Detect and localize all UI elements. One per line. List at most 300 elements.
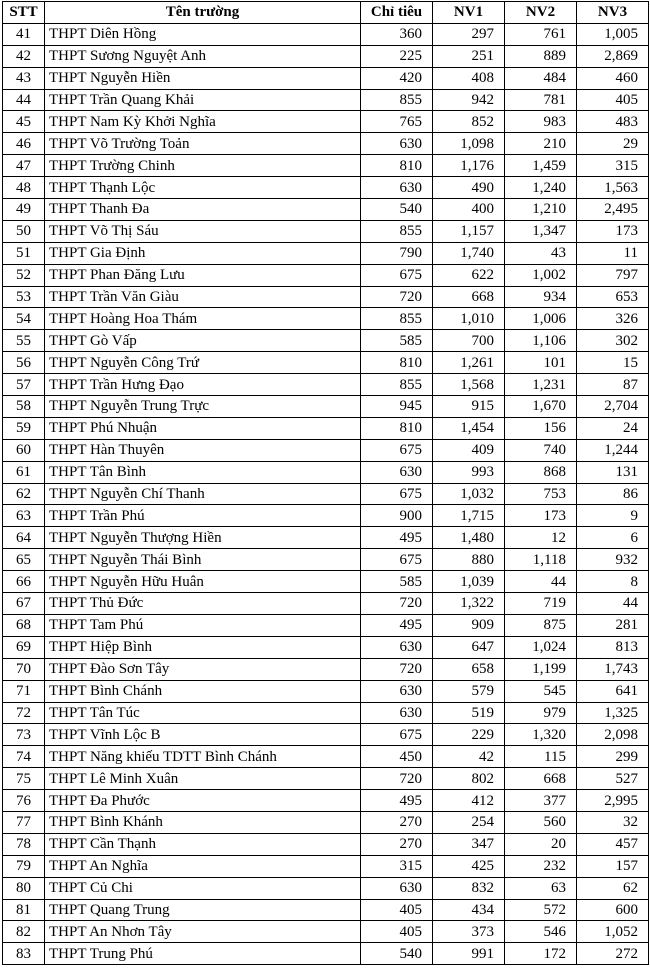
- cell-quota: 630: [361, 177, 433, 199]
- table-row: [3, 330, 649, 352]
- cell-nv2: 546: [505, 921, 577, 943]
- cell-stt: 65: [3, 549, 45, 571]
- cell-nv3: 527: [577, 768, 649, 790]
- cell-nv3: 641: [577, 680, 649, 702]
- cell-school-name: THPT Nguyễn Trung Trực: [45, 396, 361, 418]
- header-nv2: NV2: [505, 2, 577, 24]
- cell-nv1: 1,322: [433, 593, 505, 615]
- cell-nv2: 172: [505, 943, 577, 965]
- cell-school-name: THPT Nguyễn Công Trứ: [45, 352, 361, 374]
- cell-nv3: 15: [577, 352, 649, 374]
- cell-nv2: 868: [505, 461, 577, 483]
- cell-nv2: 1,459: [505, 155, 577, 177]
- table-row: [3, 921, 649, 943]
- table-row: [3, 549, 649, 571]
- cell-nv1: 408: [433, 67, 505, 89]
- cell-school-name: THPT Vĩnh Lộc B: [45, 724, 361, 746]
- cell-school-name: THPT Củ Chi: [45, 877, 361, 899]
- cell-nv2: 668: [505, 768, 577, 790]
- cell-nv2: 377: [505, 790, 577, 812]
- cell-quota: 630: [361, 702, 433, 724]
- cell-nv2: 889: [505, 45, 577, 67]
- cell-nv1: 1,176: [433, 155, 505, 177]
- cell-nv3: 457: [577, 833, 649, 855]
- cell-school-name: THPT Gò Vấp: [45, 330, 361, 352]
- cell-stt: 72: [3, 702, 45, 724]
- cell-nv3: 1,244: [577, 439, 649, 461]
- cell-stt: 53: [3, 286, 45, 308]
- cell-school-name: THPT Đa Phước: [45, 790, 361, 812]
- cell-nv1: 1,039: [433, 571, 505, 593]
- cell-nv1: 412: [433, 790, 505, 812]
- table-row: [3, 636, 649, 658]
- cell-stt: 82: [3, 921, 45, 943]
- cell-stt: 77: [3, 811, 45, 833]
- cell-quota: 855: [361, 308, 433, 330]
- cell-stt: 46: [3, 133, 45, 155]
- cell-nv2: 101: [505, 352, 577, 374]
- cell-nv2: 1,199: [505, 658, 577, 680]
- cell-nv3: 131: [577, 461, 649, 483]
- cell-quota: 630: [361, 877, 433, 899]
- table-row: [3, 680, 649, 702]
- cell-nv2: 1,210: [505, 199, 577, 221]
- table-row: [3, 264, 649, 286]
- cell-school-name: THPT Trần Quang Khải: [45, 89, 361, 111]
- cell-nv3: 2,704: [577, 396, 649, 418]
- cell-nv3: 157: [577, 855, 649, 877]
- cell-stt: 51: [3, 242, 45, 264]
- table-row: [3, 768, 649, 790]
- cell-stt: 57: [3, 374, 45, 396]
- cell-nv2: 115: [505, 746, 577, 768]
- cell-nv1: 1,480: [433, 527, 505, 549]
- cell-stt: 41: [3, 23, 45, 45]
- cell-nv2: 761: [505, 23, 577, 45]
- cell-nv3: 1,325: [577, 702, 649, 724]
- cell-stt: 68: [3, 614, 45, 636]
- cell-nv2: 156: [505, 417, 577, 439]
- cell-stt: 69: [3, 636, 45, 658]
- cell-nv1: 852: [433, 111, 505, 133]
- cell-nv3: 405: [577, 89, 649, 111]
- cell-nv2: 173: [505, 505, 577, 527]
- cell-quota: 420: [361, 67, 433, 89]
- table-row: [3, 702, 649, 724]
- cell-nv2: 1,670: [505, 396, 577, 418]
- cell-quota: 405: [361, 899, 433, 921]
- cell-stt: 48: [3, 177, 45, 199]
- cell-quota: 720: [361, 286, 433, 308]
- table-row: [3, 899, 649, 921]
- cell-school-name: THPT Cần Thạnh: [45, 833, 361, 855]
- table-body: [3, 23, 649, 964]
- cell-quota: 810: [361, 155, 433, 177]
- cell-quota: 720: [361, 658, 433, 680]
- cell-quota: 810: [361, 352, 433, 374]
- cell-quota: 720: [361, 593, 433, 615]
- header-row: [3, 2, 649, 24]
- cell-quota: 450: [361, 746, 433, 768]
- table-row: [3, 483, 649, 505]
- cell-nv1: 1,454: [433, 417, 505, 439]
- cell-stt: 62: [3, 483, 45, 505]
- cell-nv2: 983: [505, 111, 577, 133]
- cell-nv1: 700: [433, 330, 505, 352]
- cell-nv1: 1,715: [433, 505, 505, 527]
- cell-school-name: THPT Lê Minh Xuân: [45, 768, 361, 790]
- cell-nv3: 8: [577, 571, 649, 593]
- cell-school-name: THPT Nguyễn Chí Thanh: [45, 483, 361, 505]
- cell-quota: 855: [361, 374, 433, 396]
- cell-quota: 630: [361, 680, 433, 702]
- table-row: [3, 614, 649, 636]
- cell-stt: 66: [3, 571, 45, 593]
- cell-nv3: 272: [577, 943, 649, 965]
- cell-nv1: 579: [433, 680, 505, 702]
- cell-nv1: 647: [433, 636, 505, 658]
- cell-school-name: THPT Nguyễn Thượng Hiền: [45, 527, 361, 549]
- cell-school-name: THPT Trần Văn Giàu: [45, 286, 361, 308]
- cell-school-name: THPT Quang Trung: [45, 899, 361, 921]
- cell-nv2: 44: [505, 571, 577, 593]
- header-nv1: NV1: [433, 2, 505, 24]
- cell-school-name: THPT Đào Sơn Tây: [45, 658, 361, 680]
- cell-nv1: 880: [433, 549, 505, 571]
- cell-nv2: 484: [505, 67, 577, 89]
- cell-stt: 63: [3, 505, 45, 527]
- cell-nv2: 1,002: [505, 264, 577, 286]
- cell-nv1: 434: [433, 899, 505, 921]
- cell-nv1: 1,740: [433, 242, 505, 264]
- table-row: [3, 593, 649, 615]
- cell-stt: 56: [3, 352, 45, 374]
- cell-nv1: 832: [433, 877, 505, 899]
- cell-nv3: 9: [577, 505, 649, 527]
- cell-nv2: 545: [505, 680, 577, 702]
- cell-school-name: THPT Bình Khánh: [45, 811, 361, 833]
- cell-stt: 42: [3, 45, 45, 67]
- cell-nv3: 281: [577, 614, 649, 636]
- cell-nv2: 43: [505, 242, 577, 264]
- cell-nv3: 62: [577, 877, 649, 899]
- cell-nv1: 1,098: [433, 133, 505, 155]
- cell-stt: 71: [3, 680, 45, 702]
- cell-stt: 43: [3, 67, 45, 89]
- cell-school-name: THPT An Nghĩa: [45, 855, 361, 877]
- cell-stt: 58: [3, 396, 45, 418]
- cell-school-name: THPT Trần Hưng Đạo: [45, 374, 361, 396]
- cell-stt: 45: [3, 111, 45, 133]
- cell-nv3: 653: [577, 286, 649, 308]
- cell-school-name: THPT Hoàng Hoa Thám: [45, 308, 361, 330]
- table-row: [3, 374, 649, 396]
- header-nv3: NV3: [577, 2, 649, 24]
- cell-nv2: 740: [505, 439, 577, 461]
- cell-nv1: 373: [433, 921, 505, 943]
- table-row: [3, 724, 649, 746]
- cell-nv1: 409: [433, 439, 505, 461]
- cell-nv3: 11: [577, 242, 649, 264]
- cell-school-name: THPT Tân Bình: [45, 461, 361, 483]
- cell-nv2: 12: [505, 527, 577, 549]
- cell-quota: 360: [361, 23, 433, 45]
- cell-nv1: 251: [433, 45, 505, 67]
- table-row: [3, 505, 649, 527]
- cell-nv2: 1,231: [505, 374, 577, 396]
- cell-nv1: 1,032: [433, 483, 505, 505]
- cell-nv3: 6: [577, 527, 649, 549]
- cell-nv1: 1,010: [433, 308, 505, 330]
- table-row: [3, 89, 649, 111]
- table-row: [3, 199, 649, 221]
- cell-school-name: THPT Phú Nhuận: [45, 417, 361, 439]
- cell-quota: 855: [361, 89, 433, 111]
- cell-nv3: 86: [577, 483, 649, 505]
- cell-quota: 585: [361, 330, 433, 352]
- cell-stt: 70: [3, 658, 45, 680]
- cell-school-name: THPT Trường Chinh: [45, 155, 361, 177]
- cell-nv1: 668: [433, 286, 505, 308]
- cell-quota: 495: [361, 614, 433, 636]
- cell-nv3: 302: [577, 330, 649, 352]
- cell-stt: 60: [3, 439, 45, 461]
- cell-nv3: 44: [577, 593, 649, 615]
- cell-quota: 630: [361, 133, 433, 155]
- cell-quota: 585: [361, 571, 433, 593]
- cell-school-name: THPT Tam Phú: [45, 614, 361, 636]
- cell-nv1: 658: [433, 658, 505, 680]
- cell-nv2: 781: [505, 89, 577, 111]
- cell-nv1: 297: [433, 23, 505, 45]
- cell-quota: 540: [361, 199, 433, 221]
- cell-nv2: 979: [505, 702, 577, 724]
- cell-nv2: 232: [505, 855, 577, 877]
- header-quota: Chỉ tiêu: [361, 2, 433, 24]
- header-stt: STT: [3, 2, 45, 24]
- cell-quota: 765: [361, 111, 433, 133]
- cell-school-name: THPT Nguyễn Hiền: [45, 67, 361, 89]
- cell-quota: 630: [361, 636, 433, 658]
- cell-school-name: THPT Võ Thị Sáu: [45, 220, 361, 242]
- cell-stt: 76: [3, 790, 45, 812]
- cell-nv2: 560: [505, 811, 577, 833]
- cell-quota: 315: [361, 855, 433, 877]
- cell-stt: 50: [3, 220, 45, 242]
- cell-school-name: THPT Năng khiếu TDTT Bình Chánh: [45, 746, 361, 768]
- cell-stt: 54: [3, 308, 45, 330]
- table-row: [3, 155, 649, 177]
- cell-nv1: 490: [433, 177, 505, 199]
- table-row: [3, 396, 649, 418]
- cell-quota: 675: [361, 439, 433, 461]
- cell-nv2: 63: [505, 877, 577, 899]
- cell-nv3: 1,743: [577, 658, 649, 680]
- table-row: [3, 177, 649, 199]
- cell-nv1: 915: [433, 396, 505, 418]
- cell-stt: 75: [3, 768, 45, 790]
- cell-school-name: THPT Nam Kỳ Khởi Nghĩa: [45, 111, 361, 133]
- cell-quota: 675: [361, 264, 433, 286]
- cell-school-name: THPT Bình Chánh: [45, 680, 361, 702]
- table-row: [3, 45, 649, 67]
- cell-quota: 225: [361, 45, 433, 67]
- table-row: [3, 308, 649, 330]
- cell-stt: 47: [3, 155, 45, 177]
- table-row: [3, 352, 649, 374]
- table-row: [3, 111, 649, 133]
- cell-nv3: 32: [577, 811, 649, 833]
- cell-quota: 790: [361, 242, 433, 264]
- cell-school-name: THPT Sương Nguyệt Anh: [45, 45, 361, 67]
- cell-stt: 81: [3, 899, 45, 921]
- cell-quota: 945: [361, 396, 433, 418]
- cell-nv3: 299: [577, 746, 649, 768]
- cell-stt: 79: [3, 855, 45, 877]
- cell-nv1: 1,261: [433, 352, 505, 374]
- cell-nv2: 719: [505, 593, 577, 615]
- table-row: [3, 855, 649, 877]
- cell-nv3: 797: [577, 264, 649, 286]
- cell-nv3: 326: [577, 308, 649, 330]
- cell-stt: 52: [3, 264, 45, 286]
- table-row: [3, 571, 649, 593]
- cell-stt: 55: [3, 330, 45, 352]
- cell-nv1: 991: [433, 943, 505, 965]
- table-row: [3, 220, 649, 242]
- cell-nv1: 42: [433, 746, 505, 768]
- cell-nv1: 802: [433, 768, 505, 790]
- cell-nv1: 909: [433, 614, 505, 636]
- cell-school-name: THPT Trần Phú: [45, 505, 361, 527]
- cell-nv3: 1,052: [577, 921, 649, 943]
- cell-nv2: 572: [505, 899, 577, 921]
- cell-nv3: 932: [577, 549, 649, 571]
- cell-school-name: THPT Phan Đăng Lưu: [45, 264, 361, 286]
- cell-quota: 675: [361, 724, 433, 746]
- cell-nv1: 229: [433, 724, 505, 746]
- cell-nv1: 993: [433, 461, 505, 483]
- school-admissions-table: [2, 1, 649, 965]
- table-row: [3, 877, 649, 899]
- cell-nv2: 1,106: [505, 330, 577, 352]
- cell-nv2: 20: [505, 833, 577, 855]
- cell-nv1: 254: [433, 811, 505, 833]
- table-row: [3, 417, 649, 439]
- cell-nv3: 2,495: [577, 199, 649, 221]
- table-row: [3, 943, 649, 965]
- cell-school-name: THPT Diên Hồng: [45, 23, 361, 45]
- cell-quota: 810: [361, 417, 433, 439]
- table-row: [3, 242, 649, 264]
- cell-nv1: 1,568: [433, 374, 505, 396]
- cell-school-name: THPT Thạnh Lộc: [45, 177, 361, 199]
- cell-quota: 270: [361, 833, 433, 855]
- cell-school-name: THPT Tân Túc: [45, 702, 361, 724]
- cell-nv3: 315: [577, 155, 649, 177]
- table-row: [3, 790, 649, 812]
- cell-nv3: 24: [577, 417, 649, 439]
- cell-school-name: THPT Trung Phú: [45, 943, 361, 965]
- cell-nv3: 1,563: [577, 177, 649, 199]
- cell-school-name: THPT Thanh Đa: [45, 199, 361, 221]
- cell-nv3: 173: [577, 220, 649, 242]
- cell-school-name: THPT Gia Định: [45, 242, 361, 264]
- cell-stt: 49: [3, 199, 45, 221]
- table-row: [3, 133, 649, 155]
- cell-nv1: 519: [433, 702, 505, 724]
- cell-nv3: 87: [577, 374, 649, 396]
- cell-school-name: THPT An Nhơn Tây: [45, 921, 361, 943]
- cell-quota: 855: [361, 220, 433, 242]
- cell-stt: 83: [3, 943, 45, 965]
- cell-nv1: 622: [433, 264, 505, 286]
- table-row: [3, 811, 649, 833]
- cell-nv2: 1,006: [505, 308, 577, 330]
- table-row: [3, 833, 649, 855]
- cell-stt: 80: [3, 877, 45, 899]
- cell-nv3: 460: [577, 67, 649, 89]
- cell-nv2: 1,320: [505, 724, 577, 746]
- cell-quota: 405: [361, 921, 433, 943]
- table-row: [3, 746, 649, 768]
- cell-nv2: 1,118: [505, 549, 577, 571]
- cell-school-name: THPT Hàn Thuyên: [45, 439, 361, 461]
- cell-nv3: 1,005: [577, 23, 649, 45]
- table-row: [3, 658, 649, 680]
- cell-school-name: THPT Nguyễn Thái Bình: [45, 549, 361, 571]
- cell-nv3: 29: [577, 133, 649, 155]
- cell-quota: 675: [361, 549, 433, 571]
- cell-quota: 540: [361, 943, 433, 965]
- cell-stt: 67: [3, 593, 45, 615]
- cell-nv2: 1,347: [505, 220, 577, 242]
- cell-nv2: 875: [505, 614, 577, 636]
- cell-stt: 74: [3, 746, 45, 768]
- cell-quota: 675: [361, 483, 433, 505]
- table-row: [3, 67, 649, 89]
- table-row: [3, 461, 649, 483]
- cell-school-name: THPT Hiệp Bình: [45, 636, 361, 658]
- cell-nv2: 210: [505, 133, 577, 155]
- table-row: [3, 439, 649, 461]
- cell-quota: 900: [361, 505, 433, 527]
- cell-nv3: 2,098: [577, 724, 649, 746]
- cell-nv3: 483: [577, 111, 649, 133]
- cell-school-name: THPT Nguyễn Hữu Huân: [45, 571, 361, 593]
- cell-stt: 78: [3, 833, 45, 855]
- table-row: [3, 23, 649, 45]
- cell-quota: 720: [361, 768, 433, 790]
- cell-nv1: 400: [433, 199, 505, 221]
- cell-quota: 270: [361, 811, 433, 833]
- cell-quota: 630: [361, 461, 433, 483]
- cell-nv1: 1,157: [433, 220, 505, 242]
- cell-nv1: 347: [433, 833, 505, 855]
- cell-nv3: 813: [577, 636, 649, 658]
- cell-school-name: THPT Thủ Đức: [45, 593, 361, 615]
- table-row: [3, 527, 649, 549]
- cell-quota: 495: [361, 527, 433, 549]
- cell-nv1: 425: [433, 855, 505, 877]
- cell-nv2: 1,240: [505, 177, 577, 199]
- cell-stt: 64: [3, 527, 45, 549]
- header-school-name: Tên trường: [45, 2, 361, 24]
- cell-stt: 61: [3, 461, 45, 483]
- cell-stt: 59: [3, 417, 45, 439]
- cell-quota: 495: [361, 790, 433, 812]
- cell-school-name: THPT Võ Trường Toản: [45, 133, 361, 155]
